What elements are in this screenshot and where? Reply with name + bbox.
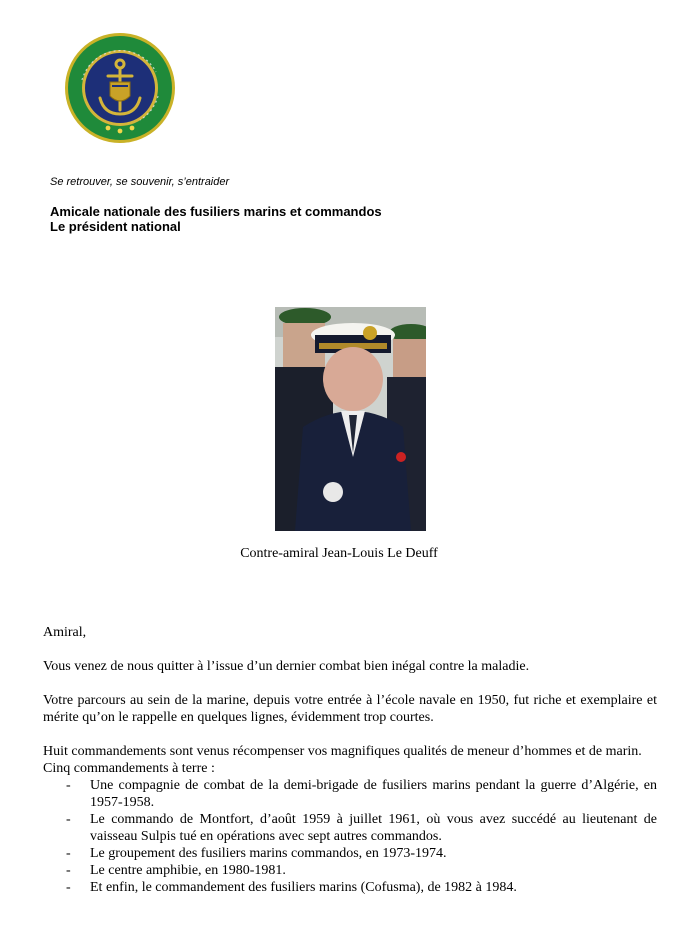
paragraph: Votre parcours au sein de la marine, depuis votre entrée à l’école navale en 1950, fut riche et exemplaire et mérite qu’on le rappelle en quelques lignes, évidemment trop courtes. [43,693,657,725]
letter-body [43,624,657,896]
organization-block [50,204,382,234]
list-item: - Une compagnie de combat de la demi-brigade de fusiliers marins pendant la guerre d’Algérie, en 1957-1958. [66,778,657,810]
organization-role: Le président national [50,219,181,234]
list-item-text: Le centre amphibie, en 1980-1981. [90,863,286,878]
list-item: - Le centre amphibie, en 1980-1981. [66,863,286,878]
commands-list [43,777,657,896]
portrait-photo [275,307,426,531]
photo-caption: Contre-amiral Jean-Louis Le Deuff [240,546,438,561]
list-item: - Le groupement des fusiliers marins commandos, en 1973-1974. [66,846,447,861]
list-item-text: Le commando de Montfort, d’août 1959 à juillet 1961, où vous avez succédé au lieutenant de vaisseau Sulpis tué en opérations avec sept autres commandos. [90,812,657,844]
amicale-logo [64,32,176,144]
list-item: - Le commando de Montfort, d’août 1959 à juillet 1961, où vous avez succédé au lieutenant de vaisseau Sulpis tué en opérations avec sept autres commandos. [66,812,657,844]
list-item-text: Et enfin, le commandement des fusiliers marins (Cofusma), de 1982 à 1984. [90,880,517,895]
list-item-text: Une compagnie de combat de la demi-brigade de fusiliers marins pendant la guerre d’Algérie, en 1957-1958. [90,778,657,810]
salutation: Amiral, [43,625,87,640]
paragraph: Huit commandements sont venus récompenser vos magnifiques qualités de meneur d’hommes et de marin. [43,744,642,759]
list-item: - Et enfin, le commandement des fusiliers marins (Cofusma), de 1982 à 1984. [66,880,517,895]
list-item-text: Le groupement des fusiliers marins commandos, en 1973-1974. [90,846,447,861]
paragraph: Vous venez de nous quitter à l’issue d’un dernier combat bien inégal contre la maladie. [43,659,530,674]
paragraph: Cinq commandements à terre : [43,761,215,776]
organization-name: Amicale nationale des fusiliers marins et commandos [50,204,382,219]
motto: Se retrouver, se souvenir, s’entraider [50,176,230,188]
